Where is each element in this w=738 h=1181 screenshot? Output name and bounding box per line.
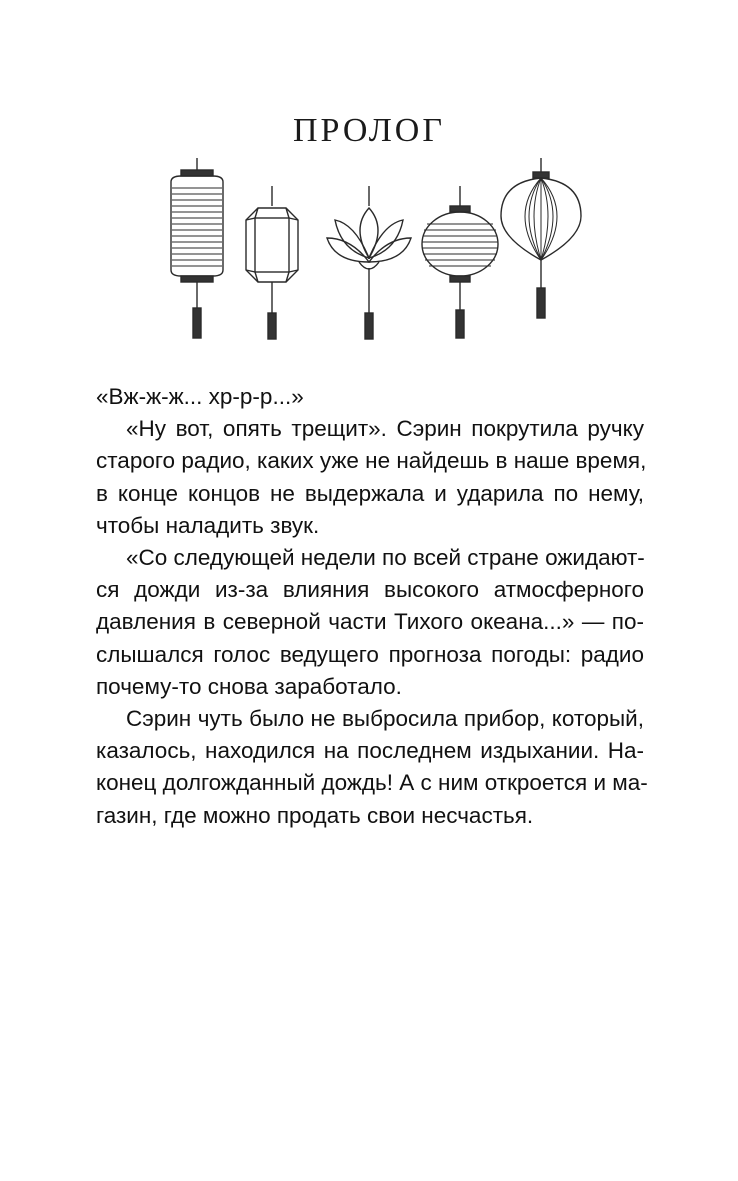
text-line: старого радио, каких уже не найдешь в наше время,	[96, 448, 647, 474]
hanging-lanterns-icon	[155, 158, 585, 348]
teardrop-lantern-icon	[501, 158, 581, 318]
round-lantern-icon	[422, 186, 498, 338]
geometric-lantern-icon	[246, 186, 298, 339]
text-line: в конце концов не выдержала и ударила по нему,	[96, 480, 644, 506]
text-line: «Вж-ж-ж... хр-р-р...»	[96, 384, 304, 409]
text-line: конец долгожданный дождь! А с ним откроется и ма-	[96, 770, 648, 796]
text-line: слышался голос ведущего прогноза погоды: радио	[96, 641, 644, 667]
prologue-text	[96, 381, 648, 832]
text-line: чтобы наладить звук.	[96, 512, 320, 538]
lotus-lantern-icon	[327, 186, 411, 339]
text-line: Сэрин чуть было не выбросила прибор, который,	[126, 706, 644, 732]
text-line: почему-то снова заработало.	[96, 673, 402, 699]
chapter-title: ПРОЛОГ	[292, 112, 445, 149]
text-line: казалось, находился на последнем издыхании. На-	[96, 738, 644, 764]
text-line: «Ну вот, опять трещит». Сэрин покрутила ручку	[126, 416, 644, 442]
text-line: давления в северной части Тихого океана...» — по-	[96, 609, 644, 635]
text-line: «Со следующей недели по всей стране ожидают-	[126, 545, 645, 571]
text-line: газин, где можно продать свои несчастья.	[96, 802, 534, 828]
text-line: ся дожди из-за влияния высокого атмосферного	[96, 577, 644, 603]
cylinder-lantern-icon	[171, 158, 223, 338]
